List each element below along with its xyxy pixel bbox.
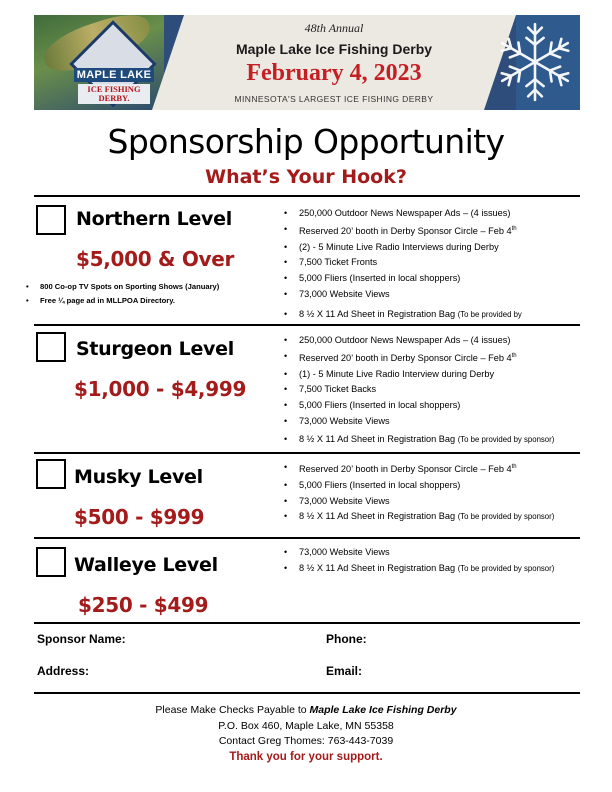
logo-text-line2: DERBY. (98, 93, 130, 103)
walleye-benefits-list (284, 545, 554, 577)
list-item: • (1) - 5 Minute Live Radio Interview during Derby (284, 367, 554, 383)
list-item: • 8 ½ X 11 Ad Sheet in Registration Bag (To be provided by sponsor) (284, 509, 554, 525)
sturgeon-level-name: Sturgeon Level (76, 338, 234, 360)
annual-edition: 48th Annual (304, 21, 364, 35)
list-item: • 800 Co-op TV Spots on Sporting Shows (January) (26, 280, 219, 294)
list-item: • 7,500 Ticket Fronts (284, 255, 522, 271)
northern-benefits-list (284, 206, 522, 323)
list-item: • 73,000 Website Views (284, 414, 554, 430)
derby-date: February 4, 2023 (246, 60, 422, 86)
musky-level-name: Musky Level (74, 466, 203, 488)
list-item: • 8 ½ X 11 Ad Sheet in Registration Bag (To be provided by sponsor) (284, 432, 554, 448)
walleye-level-price: $250 - $499 (78, 593, 209, 617)
logo-text-line1: ICE FISHING (87, 84, 141, 94)
snowflake-icon (492, 19, 578, 105)
list-item: • 250,000 Outdoor News Newspaper Ads – (4 issues) (284, 333, 554, 349)
list-item: • 8 ½ X 11 Ad Sheet in Registration Bag (To be provided by (284, 307, 522, 323)
derby-name: Maple Lake Ice Fishing Derby (235, 41, 433, 57)
list-item: • Reserved 20’ booth in Derby Sponsor Circle – Feb 4th (284, 460, 554, 478)
thank-you-note: Thank you for your support. (229, 750, 383, 763)
list-item: • 73,000 Website Views (284, 494, 554, 510)
header-banner (34, 15, 580, 110)
list-item: • (2) - 5 Minute Live Radio Interviews during Derby (284, 240, 522, 256)
list-item: • Free ¼ page ad in MLLPOA Directory. (26, 294, 219, 308)
divider (34, 692, 580, 694)
list-item: • 5,000 Fliers (Inserted in local shoppers) (284, 478, 554, 494)
list-item: • 7,500 Ticket Backs (284, 382, 554, 398)
logo-text-top: MAPLE LAKE (74, 68, 154, 82)
page-subtitle: What’s Your Hook? (205, 166, 407, 188)
divider (34, 537, 580, 539)
divider (34, 324, 580, 326)
northern-level-checkbox[interactable] (36, 205, 66, 235)
phone-label: Phone: (326, 632, 367, 646)
payment-info (0, 703, 612, 765)
list-item: • 8 ½ X 11 Ad Sheet in Registration Bag (To be provided by sponsor) (284, 561, 554, 577)
sturgeon-benefits-list (284, 333, 554, 448)
musky-level-price: $500 - $999 (74, 505, 205, 529)
page-title: Sponsorship Opportunity (107, 122, 505, 161)
musky-level-checkbox[interactable] (36, 459, 66, 489)
northern-extras-list (26, 280, 219, 308)
mailing-address: P.O. Box 460, Maple Lake, MN 55358 (218, 719, 394, 732)
list-item: • 73,000 Website Views (284, 287, 522, 303)
sturgeon-level-price: $1,000 - $4,999 (74, 377, 247, 401)
logo-text-bottom (78, 84, 150, 104)
divider (34, 195, 580, 197)
divider (34, 452, 580, 454)
walleye-level-checkbox[interactable] (36, 547, 66, 577)
address-label: Address: (37, 664, 90, 678)
contact-info: Contact Greg Thomes: 763-443-7039 (218, 735, 394, 747)
sturgeon-level-checkbox[interactable] (36, 332, 66, 362)
payee-name: Maple Lake Ice Fishing Derby (309, 704, 457, 716)
northern-level-name: Northern Level (76, 208, 232, 230)
list-item: • 5,000 Fliers (Inserted in local shoppers) (284, 398, 554, 414)
list-item: • 5,000 Fliers (Inserted in local shoppers) (284, 271, 522, 287)
derby-tagline: MINNESOTA'S LARGEST ICE FISHING DERBY (234, 94, 434, 104)
list-item: • Reserved 20’ booth in Derby Sponsor Circle – Feb 4th (284, 349, 554, 367)
musky-benefits-list (284, 460, 554, 525)
email-label: Email: (326, 664, 363, 678)
divider (34, 622, 580, 624)
banner-divider-left (152, 15, 184, 110)
northern-level-price: $5,000 & Over (76, 247, 235, 271)
checks-payable-line: Please Make Checks Payable to Maple Lake Ice Fishing Derby (155, 704, 457, 716)
list-item: • Reserved 20’ booth in Derby Sponsor Circle – Feb 4th (284, 222, 522, 240)
walleye-level-name: Walleye Level (74, 554, 218, 576)
list-item: • 250,000 Outdoor News Newspaper Ads – (4 issues) (284, 206, 522, 222)
list-item: • 73,000 Website Views (284, 545, 554, 561)
sponsor-name-label: Sponsor Name: (37, 632, 126, 646)
